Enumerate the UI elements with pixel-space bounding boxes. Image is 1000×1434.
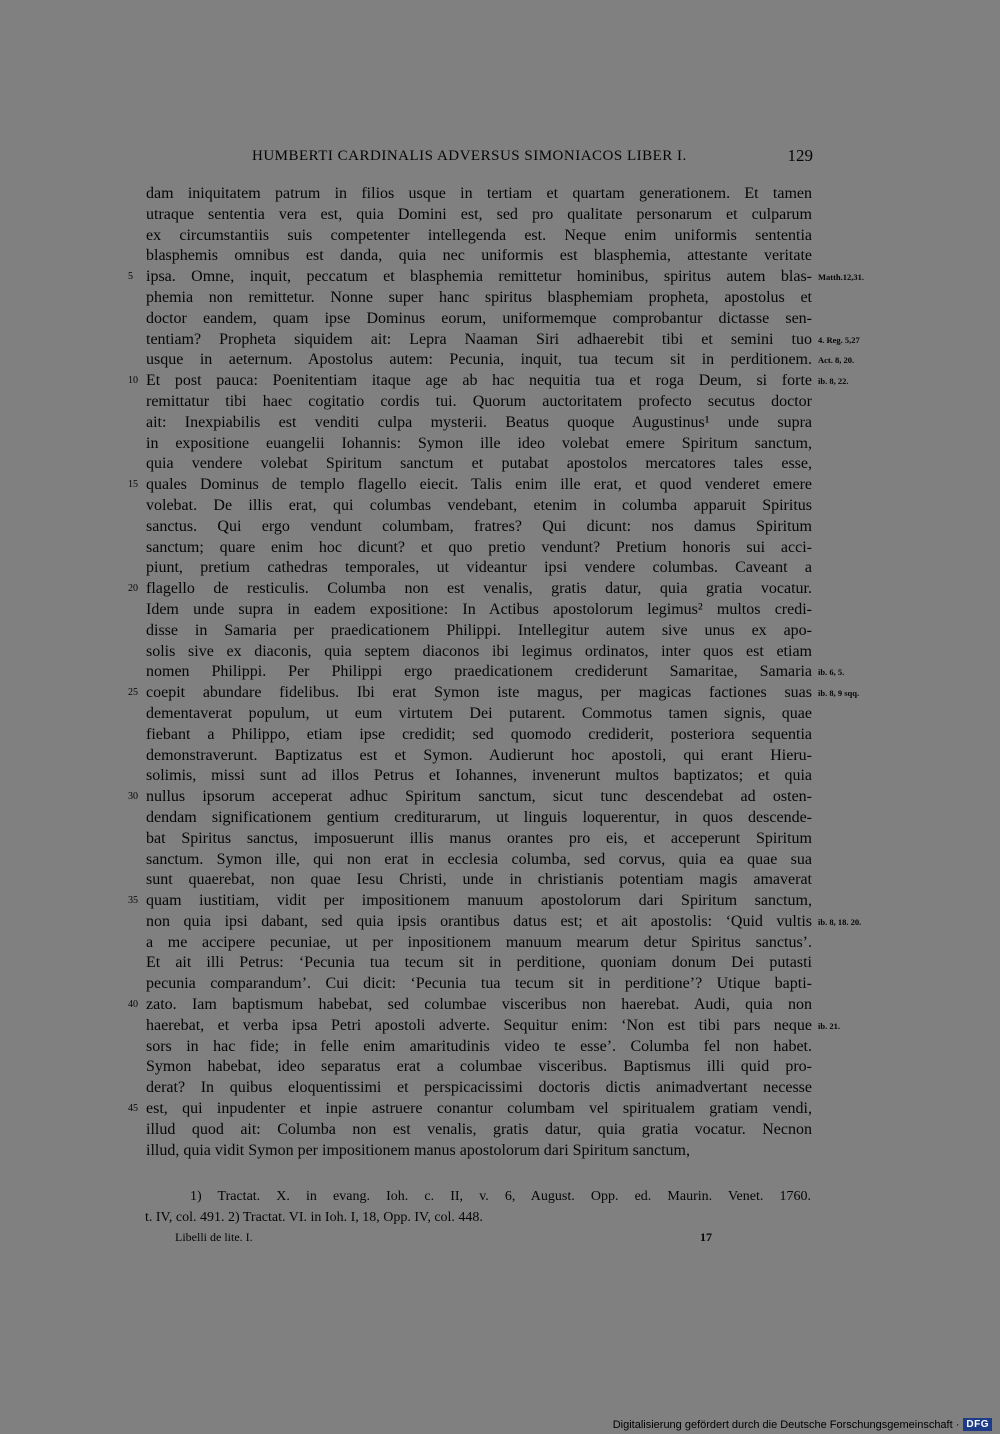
- text-line: [146, 184, 812, 205]
- text-line: [146, 850, 812, 871]
- text-line-content: illud quod ait: Columba non est venalis, gratis datur, quia gratia vocatur. Necnon: [146, 1120, 812, 1138]
- text-line-content: volebat. De illis erat, qui columbas vendebant, etenim in columba apparuit Spiritus: [146, 496, 812, 514]
- margin-reference: Act. 8, 20.: [818, 355, 855, 366]
- line-number: 45: [128, 1103, 138, 1115]
- text-line: [146, 205, 812, 226]
- line-number: 25: [128, 687, 138, 699]
- text-line-content: nullus ipsorum acceperat adhuc Spiritum sanctum, sicut tunc descendebat ad osten-: [146, 788, 812, 806]
- text-line-content: haerebat, et verba ipsa Petri apostoli adverte. Sequitur enim: ‘Non est tibi pars neque: [146, 1016, 812, 1034]
- text-line-content: sors in hac fide; in felle enim amaritudinis video te esse’. Columba fel non habet.: [146, 1037, 812, 1055]
- margin-reference: 4. Reg. 5,27: [818, 334, 860, 345]
- text-line-content: ipsa. Omne, inquit, peccatum et blasphemia remittetur hominibus, spiritus autem blas-: [146, 268, 812, 286]
- page-number: 129: [787, 146, 813, 165]
- text-line-content: dam iniquitatem patrum in filios usque in tertiam et quartam generationem. Et tamen: [146, 185, 812, 202]
- text-line-content: flagello de resticulis. Columba non est venalis, gratis datur, quia gratia vocatur.: [146, 580, 812, 598]
- text-line-content: remittatur tibi haec cogitatio cordis tui. Quorum auctoritatem profecto secutus doctor: [146, 392, 812, 410]
- text-line: [128, 1099, 812, 1120]
- text-line: [146, 1141, 812, 1162]
- text-line: [146, 1037, 812, 1058]
- text-line: [146, 434, 812, 455]
- running-header: [145, 148, 813, 170]
- text-line: [146, 558, 812, 579]
- text-line-content: coepit abundare fidelibus. Ibi erat Symon iste magus, per magicas factiones suas: [146, 684, 812, 702]
- line-number: 10: [128, 375, 138, 387]
- text-line: [128, 995, 812, 1016]
- text-line: [146, 454, 812, 475]
- text-line: [146, 912, 862, 933]
- text-line: [128, 891, 812, 912]
- sheet-number: 17: [700, 1230, 712, 1244]
- text-line: [146, 413, 812, 434]
- text-line-content: non quia ipsi dabant, sed quia ipsis orantibus datus est; et ait apostolis: ‘Quid vultis: [146, 912, 812, 930]
- line-number: 15: [128, 479, 138, 491]
- sheet-signature: Libelli de lite. I.: [175, 1230, 253, 1244]
- dfg-logo-icon: DFG: [963, 1418, 992, 1431]
- text-line: [146, 496, 812, 517]
- text-line: [146, 1057, 812, 1078]
- line-number: 30: [128, 791, 138, 803]
- margin-reference: ib. 8, 18. 20.: [818, 916, 862, 927]
- text-line: [146, 725, 812, 746]
- text-line-content: illud, quia vidit Symon per impositionem manus apostolorum dari Spiritum sanctum,: [146, 1141, 690, 1159]
- text-line-content: blasphemis omnibus est danda, quia nec uniformis est blasphemia, attestante veritate: [146, 247, 812, 265]
- text-line: [146, 1120, 812, 1141]
- text-line: [128, 475, 812, 496]
- text-line: [146, 933, 812, 954]
- text-line-content: fiebant a Philippo, etiam ipse credidit; sed quomodo crediderit, posteriora sequentia: [146, 725, 812, 743]
- line-number: 20: [128, 583, 138, 595]
- text-line: [146, 870, 812, 891]
- text-line-content: nomen Philippi. Per Philippi ergo praedicationem crediderunt Samaritae, Samaria: [146, 663, 812, 681]
- margin-reference: ib. 8, 9 sqq.: [818, 688, 860, 699]
- text-line-content: Symon habebat, ideo separatus erat a columbae visceribus. Baptismus illi quid pro-: [146, 1058, 812, 1076]
- text-line: [146, 808, 812, 829]
- text-line-content: est, qui inpudenter et inpie astruere conantur columbam vel spiritualem gratiam vendi,: [146, 1100, 812, 1118]
- text-line: [146, 600, 812, 621]
- text-line: [146, 226, 812, 247]
- text-line-content: quia vendere volebat Spiritum sanctum et putabat apostolos mercatores tales esse,: [146, 455, 812, 473]
- text-line-content: derat? In quibus eloquentissimi et perspicacissimi doctoris dictis animadvertant necesse: [146, 1079, 812, 1097]
- text-line: [146, 704, 812, 725]
- text-line: [146, 288, 812, 309]
- text-line: [146, 246, 812, 267]
- funding-banner: [613, 1418, 992, 1431]
- footnote-line: 1) Tractat. X. in evang. Ioh. c. II, v. 6, August. Opp. ed. Maurin. Venet. 1760.: [190, 1189, 811, 1204]
- text-line-content: dendam significationem gentium crediturarum, ut linguis loquerentur, in quos descende-: [146, 808, 812, 826]
- text-line: [146, 766, 812, 787]
- text-line-content: sanctum; quare enim hoc dicunt? et quo pretio vendunt? Pretium honoris sui acci-: [146, 538, 812, 556]
- text-line-content: dementaverat populum, ut eum virtutem Dei putarent. Commotus tamen signis, quae: [146, 704, 812, 722]
- text-line-content: Et post pauca: Poenitentiam itaque age ab hac nequitia tua et roga Deum, si forte: [146, 372, 812, 390]
- text-line-content: tentiam? Propheta siquidem ait: Lepra Naaman Siri adhaerebit tibi et semini tuo: [146, 330, 812, 348]
- text-line-content: usque in aeternum. Apostolus autem: Pecunia, inquit, tua tecum sit in perditionem.: [146, 351, 812, 369]
- text-line-content: Idem unde supra in eadem expositione: In Actibus apostolorum legimus² multos credi-: [146, 600, 812, 618]
- text-line-content: zato. Iam baptismum habebat, sed columbae visceribus non haerebat. Audi, quia non: [146, 996, 812, 1014]
- text-line-content: quam iustitiam, vidit per impositionem manuum apostolorum dari Spiritum sanctum,: [146, 892, 812, 910]
- text-line-content: ex circumstantiis suis competenter intellegenda est. Neque enim uniformis sententia: [146, 226, 812, 244]
- text-line-content: quales Dominus de templo flagello eiecit. Talis enim ille erat, et quod venderet emere: [146, 476, 812, 494]
- text-line: [146, 330, 860, 351]
- margin-reference: ib. 8, 22.: [818, 376, 849, 387]
- text-line-content: pecunia comparandum’. Cui dicit: ‘Pecunia tua tecum sit in perditione’? Utique bapti-: [146, 975, 812, 993]
- margin-reference: ib. 6, 5.: [818, 667, 845, 678]
- line-number: 40: [128, 999, 138, 1011]
- footnote-line: t. IV, col. 491. 2) Tractat. VI. in Ioh. I, 18, Opp. IV, col. 448.: [145, 1210, 483, 1225]
- text-line-content: in expositione euangelii Iohannis: Symon ille ideo volebat emere Spiritum sanctum,: [146, 434, 812, 452]
- text-line-content: demonstraverunt. Baptizatus est et Symon. Audierunt hoc apostoli, qui erant Hieru-: [146, 746, 812, 764]
- text-line-content: phemia non remittetur. Nonne super hanc spiritus blasphemiam propheta, apostolus et: [146, 288, 812, 306]
- margin-reference: ib. 21.: [818, 1020, 840, 1031]
- text-line: [146, 829, 812, 850]
- text-line-content: bat Spiritus sanctus, imposuerunt illis manus orantes pro eis, et acceperunt Spiritum: [146, 829, 812, 847]
- text-line: [146, 517, 812, 538]
- text-line-content: disse in Samaria per praedicationem Philippi. Intellegitur autem sive unus ex apo-: [146, 621, 812, 639]
- text-line: [146, 953, 812, 974]
- text-line: [146, 662, 845, 683]
- line-number: 5: [128, 271, 133, 283]
- text-line: [146, 642, 812, 663]
- funding-text: Digitalisierung gefördert durch die Deutsche Forschungsgemeinschaft ·: [612, 1418, 960, 1431]
- text-line: [146, 621, 812, 642]
- text-line-content: piunt, pretium cathedras temporales, ut videantur ipsi vendere columbas. Caveant a: [146, 559, 812, 577]
- text-line: [128, 267, 865, 288]
- text-line-content: doctor eandem, quam ipse Dominus eorum, uniformemque comprobantur dictasse sen-: [146, 309, 812, 327]
- text-line: [146, 974, 812, 995]
- text-line: [128, 371, 849, 392]
- line-number: 35: [128, 895, 138, 907]
- text-line-content: solis sive ex diaconis, quia septem diaconos ibi legimus ordinatos, inter quos est etiam: [146, 642, 812, 660]
- text-line-content: sunt quaerebat, non quae Iesu Christi, unde in christianis potentiam magis amaverat: [146, 871, 812, 889]
- text-line-content: sanctus. Qui ergo vendunt columbam, fratres? Qui dicunt: nos damus Spiritum: [146, 517, 812, 535]
- margin-reference: Matth.12,31.: [818, 272, 865, 283]
- text-line-content: solimis, missi sunt ad illos Petrus et Iohannes, invenerunt multos baptizatos; et quia: [146, 767, 812, 785]
- text-line: [146, 746, 812, 767]
- text-line: [128, 787, 812, 808]
- text-line: [146, 1016, 840, 1037]
- main-text: [128, 184, 865, 1161]
- text-line-content: sanctum. Symon ille, qui non erat in ecclesia columba, sed corvus, quia ea quae sua: [146, 850, 812, 868]
- footnotes: [145, 1186, 811, 1228]
- text-line-content: Et ait illi Petrus: ‘Pecunia tua tecum sit in perditione, quoniam donum Dei putasti: [146, 954, 812, 972]
- text-line: [146, 309, 812, 330]
- text-line: [128, 579, 812, 600]
- text-line: [146, 350, 855, 371]
- text-line-content: utraque sententia vera est, quia Domini est, sed pro qualitate personarum et culparum: [146, 205, 812, 223]
- text-line: [146, 1078, 812, 1099]
- text-line: [146, 392, 812, 413]
- text-line-content: a me accipere pecuniae, ut per inpositionem manuum mearum detur Spiritus sanctus’.: [146, 933, 812, 951]
- text-line: [128, 683, 860, 704]
- text-line-content: ait: Inexpiabilis est venditi culpa mysterii. Beatus quoque Augustinus¹ unde supra: [146, 413, 812, 431]
- text-line: [146, 538, 812, 559]
- running-title: HUMBERTI CARDINALIS ADVERSUS SIMONIACOS LIBER I.: [252, 148, 687, 164]
